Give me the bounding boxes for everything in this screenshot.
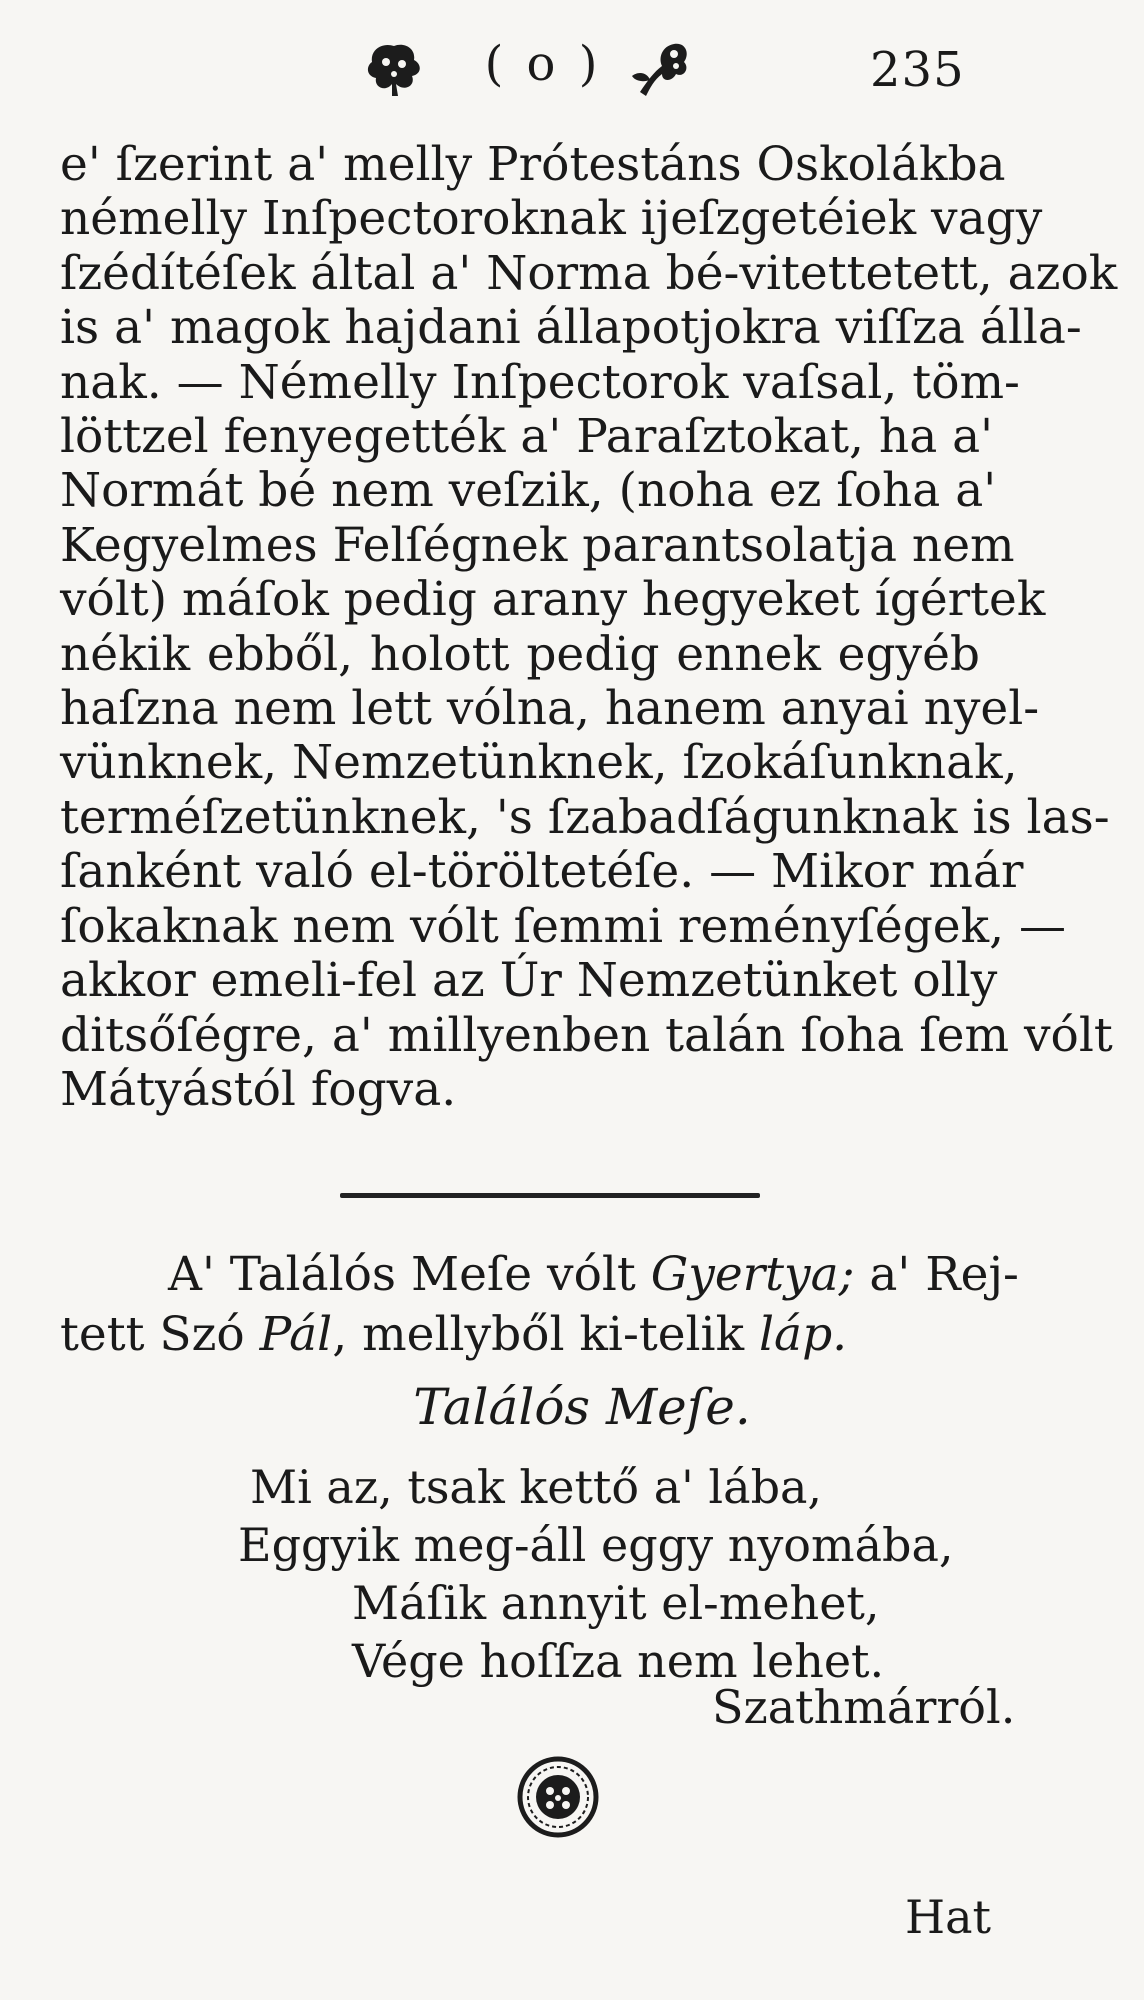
answer-text: A' Találós Meſe vólt xyxy=(168,1247,651,1302)
text-line: vünknek, Nemzetünknek, ſzokáſunknak, xyxy=(60,735,1018,791)
text-line: ditsőſégre, a' millyenben talán ſoha ſem vólt xyxy=(60,1007,1113,1063)
text-line: is a' magok hajdani állapotjokra viſſza álla- xyxy=(60,300,1082,356)
poem-line: Vége hoſſza nem lehet. xyxy=(352,1634,885,1688)
answer-line xyxy=(60,1305,960,1365)
hidden-word: Pál xyxy=(259,1307,333,1362)
answer-text: a' Rej- xyxy=(854,1247,1019,1302)
answer-line xyxy=(60,1245,1019,1305)
text-line: Normát bé nem veſzik, (noha ez ſoha a' xyxy=(60,463,997,519)
text-line: ſanként való el-töröltetéſe. — Mikor már xyxy=(60,844,1024,900)
text-line: ſzédítéſek által a' Norma bé-vitettetett, azok xyxy=(60,245,1118,301)
text-line: terméſzetünknek, 's ſzabadſágunknak is las- xyxy=(60,789,1110,845)
derived-word: láp. xyxy=(759,1307,848,1362)
answer-text: tett Szó xyxy=(60,1307,260,1362)
answer-word: Gyertya; xyxy=(650,1247,855,1302)
text-line: haſzna nem lett vólna, hanem anyai nyel- xyxy=(60,681,1040,737)
text-line: nékik ebből, holott pedig ennek egyéb xyxy=(60,626,980,682)
text-line: akkor emeli-fel az Úr Nemzetünket olly xyxy=(60,953,998,1009)
poem-line: Mi az, tsak kettő a' lába, xyxy=(250,1460,823,1514)
floral-ornament-icon xyxy=(628,36,694,98)
page-header xyxy=(0,28,1144,118)
text-line: Kegyelmes Felſégnek parantsolatja nem xyxy=(60,517,1015,573)
body-paragraph xyxy=(60,137,1118,1117)
ornamental-seal-icon xyxy=(516,1755,600,1839)
text-line: némelly Inſpectoroknak ijeſzgetéiek vagy xyxy=(60,191,1043,247)
section-divider xyxy=(340,1193,760,1198)
text-line: nak. — Némelly Inſpectorok vaſsal, töm- xyxy=(60,354,1020,410)
text-line: e' ſzerint a' melly Prótestáns Oskolákba xyxy=(60,137,1006,192)
poem-line: Eggyik meg-áll eggy nyomába, xyxy=(238,1518,954,1572)
catchword: Hat xyxy=(905,1890,992,1944)
page-number: 235 xyxy=(870,42,965,98)
text-line: vólt) máſok pedig arany hegyeket ígértek xyxy=(60,572,1046,628)
text-line: Mátyástól fogva. xyxy=(60,1061,457,1117)
header-mark: ( o ) xyxy=(484,36,602,92)
text-line: löttzel fenyegették a' Paraſztokat, ha a' xyxy=(60,409,994,465)
text-line: ſokaknak nem vólt ſemmi reményſégek, — xyxy=(60,898,1066,954)
riddle-title: Találós Meſe. xyxy=(413,1378,751,1436)
signature: Szathmárról. xyxy=(712,1680,1016,1734)
poem-line: Máſik annyit el-mehet, xyxy=(352,1576,880,1630)
answer-text: , mellyből ki-telik xyxy=(332,1307,760,1362)
riddle-answer xyxy=(60,1245,1019,1365)
floral-ornament-icon xyxy=(362,40,426,100)
